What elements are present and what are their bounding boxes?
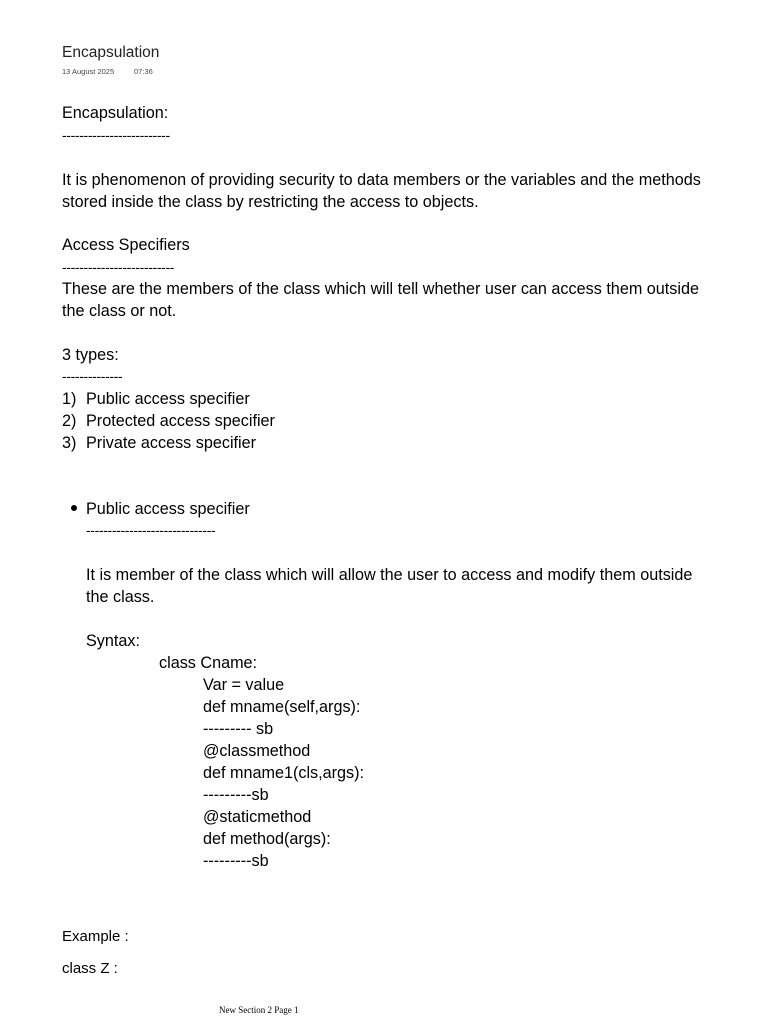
- page-time: 07:36: [134, 67, 153, 76]
- page-date: 13 August 2025: [62, 67, 115, 76]
- heading-rule: -------------------------: [62, 127, 170, 143]
- bullet-heading: Public access specifier: [86, 500, 250, 518]
- list-item: Private access specifier: [86, 434, 257, 452]
- bullet-rule: ------------------------------: [86, 522, 216, 538]
- code-line: Var = value: [203, 676, 285, 694]
- page-title: Encapsulation: [62, 44, 160, 61]
- code-line: ---------sb: [203, 786, 269, 804]
- class-z-line: class Z :: [62, 960, 118, 977]
- definition-line: It is phenomenon of providing security to data members or the variables and the methods: [62, 171, 701, 189]
- list-item: Public access specifier: [86, 390, 250, 408]
- access-heading: Access Specifiers: [62, 236, 190, 254]
- code-line: def mname1(cls,args):: [203, 764, 365, 782]
- syntax-label: Syntax:: [86, 632, 140, 650]
- example-label: Example :: [62, 928, 129, 945]
- code-line: --------- sb: [203, 720, 274, 738]
- code-class-line: class Cname:: [159, 654, 258, 672]
- code-line: @classmethod: [203, 742, 311, 760]
- types-heading: 3 types:: [62, 346, 119, 364]
- list-item-number: 1): [62, 390, 77, 408]
- code-line: def method(args):: [203, 830, 331, 848]
- section-heading: Encapsulation:: [62, 104, 169, 122]
- public-desc-line: It is member of the class which will allow the user to access and modify them outside: [86, 566, 693, 584]
- list-item: Protected access specifier: [86, 412, 275, 430]
- code-line: @staticmethod: [203, 808, 312, 826]
- access-desc-line: the class or not.: [62, 302, 177, 320]
- types-rule: --------------: [62, 368, 123, 384]
- code-line: def mname(self,args):: [203, 698, 361, 716]
- public-desc-line: the class.: [86, 588, 155, 606]
- access-desc-line: These are the members of the class which will tell whether user can access them outside: [62, 280, 699, 298]
- page-footer: New Section 2 Page 1: [219, 1005, 299, 1015]
- bullet-icon: [71, 505, 77, 511]
- list-item-number: 2): [62, 412, 77, 430]
- code-line: ---------sb: [203, 852, 269, 870]
- list-item-number: 3): [62, 434, 77, 452]
- access-rule: --------------------------: [62, 259, 175, 275]
- definition-line: stored inside the class by restricting the access to objects.: [62, 193, 479, 211]
